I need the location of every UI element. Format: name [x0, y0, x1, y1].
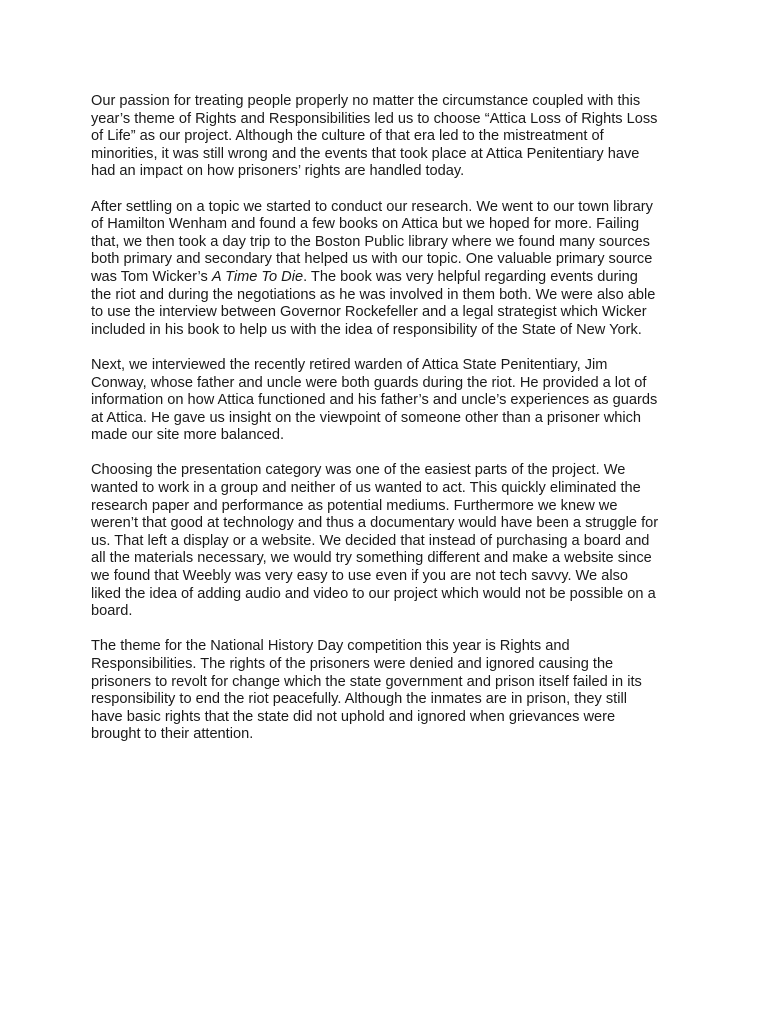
research-text-before: After settling on a topic we started to conduct our research. We went to our town library of Hamilton Wenham and found a few books on Attica but we hoped for more. Failing that, we then took a day trip to the Boston Public library where we found many sources both primary and secondary that helped us with our topic. One valuable primary source was Tom Wicker’s [91, 198, 653, 285]
paragraph-theme-choice: Our passion for treating people properly no matter the circumstance coupled with this year’s theme of Rights and Responsibilities led us to choose “Attica Loss of Rights Loss of Life” as our project. Although the culture of that era led to the mistreatment of minorities, it was still wrong and the events that took place at Attica Penitentiary have had an impact on how prisoners’ rights are handled today. [91, 93, 658, 180]
document-body [91, 93, 691, 762]
paragraph-theme-connection: The theme for the National History Day competition this year is Rights and Responsibilities. The rights of the prisoners were denied and ignored causing the prisoners to revolt for change which the state government and prison itself failed in its responsibility to end the riot peacefully. Although the inmates are in prison, they still have basic rights that the state did not uphold and ignored when grievances were brought to their attention. [91, 638, 642, 743]
paragraph-interview: Next, we interviewed the recently retired warden of Attica State Penitentiary, Jim Conway, whose father and uncle were both guards during the riot. He provided a lot of information on how Attica functioned and his father’s and uncle’s experiences as guards at Attica. He gave us insight on the viewpoint of someone other than a prisoner which made our site more balanced. [91, 356, 658, 444]
research-text-after: . The book was very helpful regarding events during the riot and during the negotiations as he was involved in them both. We were also able to use the interview between Governor Rockefeller and a legal strategist which Wicker included in his book to help us with the idea of responsibility of the State of New York. [91, 268, 656, 338]
paragraph-presentation-category: Choosing the presentation category was one of the easiest parts of the project. We wanted to work in a group and neither of us wanted to act. This quickly eliminated the research paper and performance as potential mediums. Furthermore we knew we weren’t that good at technology and thus a documentary would have been a struggle for us. That left a display or a website. We decided that instead of purchasing a board and all the materials necessary, we would try something different and make a website since we found that Weebly was very easy to use even if you are not tech savvy. We also liked the idea of adding audio and video to our project which would not be possible on a board. [91, 462, 659, 620]
book-title: A Time To Die [211, 268, 304, 285]
paragraph-research [91, 199, 691, 340]
